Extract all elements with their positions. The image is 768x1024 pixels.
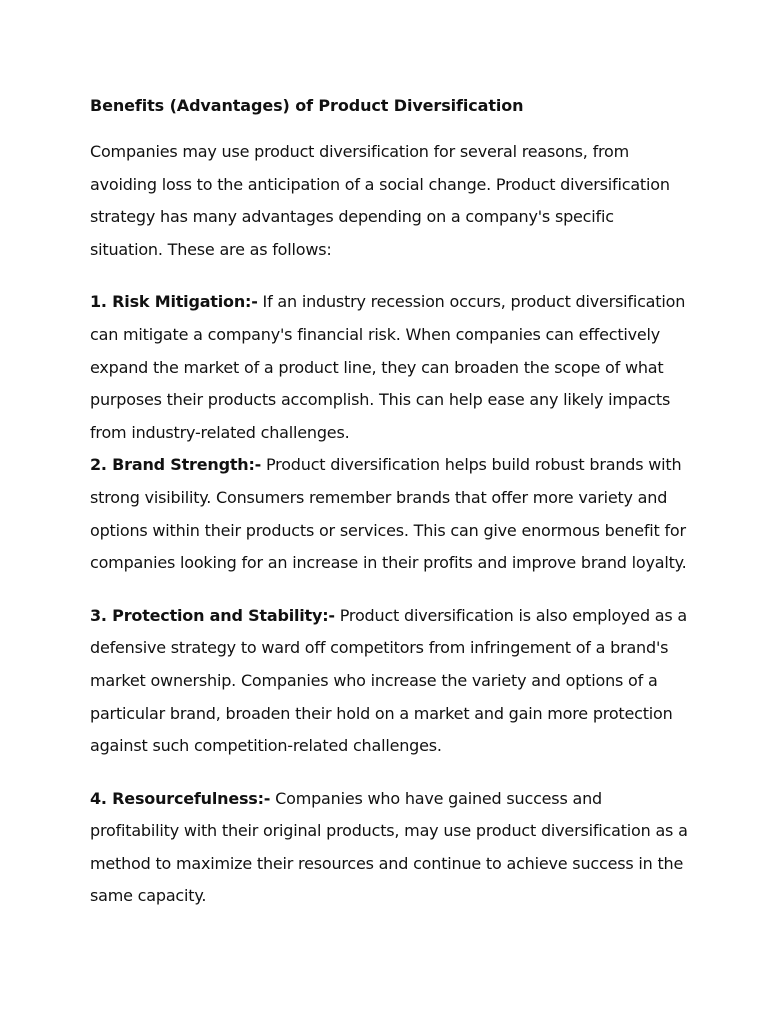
- point-risk-mitigation: [90, 286, 690, 449]
- point-heading: 3. Protection and Stability:-: [90, 605, 335, 625]
- point-text: Companies who have gained success and profitability with their original products, may use product diversification as a method to maximize their resources and continue to achieve success in the same capacity.: [90, 788, 688, 906]
- point-heading: 1. Risk Mitigation:-: [90, 292, 258, 312]
- point-heading: 2. Brand Strength:-: [90, 455, 262, 475]
- point-brand-strength: [90, 449, 690, 579]
- point-resourcefulness: [90, 783, 690, 913]
- page-title: Benefits (Advantages) of Product Diversification: [90, 96, 524, 115]
- document-page: [90, 90, 690, 913]
- point-text: Product diversification is also employed as a defensive strategy to ward off competitors from infringement of a brand's market ownership. Companies who increase the variety and options of a particular brand, broaden their hold on a market and gain more protection against such competition-related challenges.: [90, 605, 688, 756]
- point-text: Product diversification helps build robust brands with strong visibility. Consumers remember brands that offer more variety and options within their products or services. This can give enormous benefit for companies looking for an increase in their profits and improve brand loyalty.: [90, 455, 687, 573]
- point-text: If an industry recession occurs, product diversification can mitigate a company's financial risk. When companies can effectively expand the market of a product line, they can broaden the scope of what purposes their products accomplish. This can help ease any likely impacts from industry-related challenges.: [90, 292, 686, 442]
- point-heading: 4. Resourcefulness:-: [90, 788, 271, 808]
- point-protection-stability: [90, 600, 690, 763]
- intro-paragraph: Companies may use product diversification for several reasons, from avoiding loss to the anticipation of a social change. Product diversification strategy has many advantages depending on a company's specific situation. These are as follows:: [90, 142, 670, 259]
